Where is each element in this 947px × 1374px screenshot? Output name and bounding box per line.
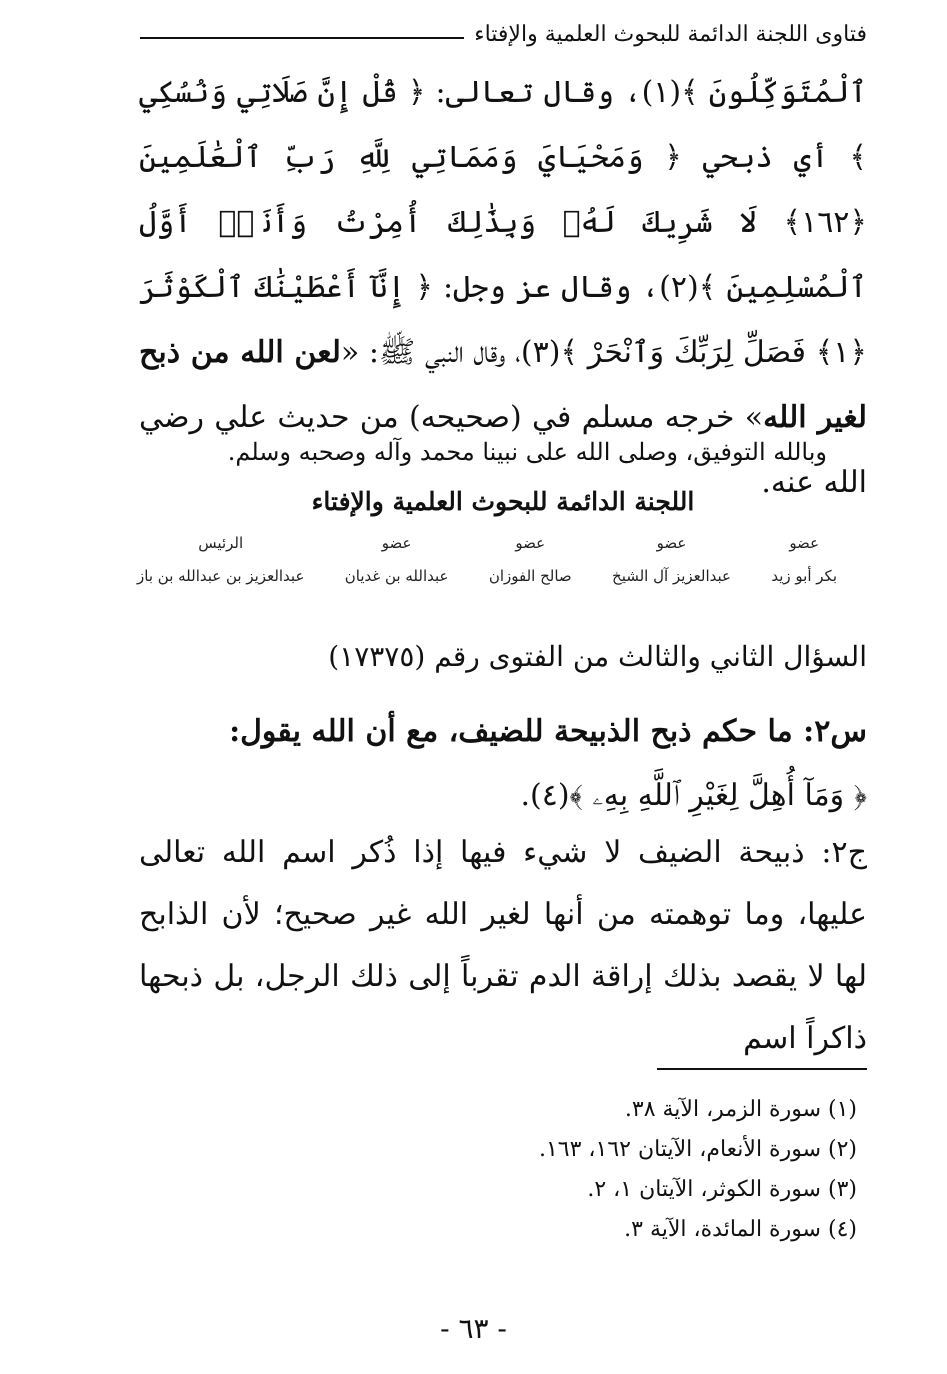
signatory-name: عبدالعزيز بن عبدالله بن باز	[137, 567, 305, 585]
signatory-name: عبدالله بن غديان	[344, 567, 449, 585]
hadith-text: لعن الله من ذبح لغير الله	[139, 335, 867, 435]
signatory-role: عضو	[381, 534, 412, 552]
header-title: فتاوى اللجنة الدائمة للبحوث العلمية والإفتاء	[474, 21, 867, 47]
signatory-role: الرئيس	[198, 534, 244, 552]
signatory-name: عبدالعزيز آل الشيخ	[612, 567, 731, 585]
signatory-name: بكر أبو زيد	[771, 567, 837, 585]
signatory	[771, 530, 837, 596]
committee-title: اللجنة الدائمة للبحوث العلمية والإفتاء	[311, 487, 695, 516]
closing-line: وبالله التوفيق، وصلى الله على نبينا محمد وآله وصحبه وسلم.	[227, 438, 827, 466]
header-rule	[140, 37, 464, 39]
paragraph-text: ٱلْمُتَوَكِّلُونَ ﴾(١)، وقال تعالى: ﴿ قُلْ إِنَّ صَلَاتِي وَنُسُكِي ﴾ أي ذبحي ﴿ وَمَحْيَايَ وَمَمَاتِي لِلَّهِ رَبِّ ٱلْعَٰلَمِينَ ﴿١٦٢﴾ لَا شَرِيكَ لَهُۥ وَبِذَٰلِكَ أُمِرْتُ وَأَنَا۠ أَوَّلُ ٱلْمُسْلِمِينَ ﴾(٢)، وقال عز وجل: ﴿ إِنَّآ أَعْطَيْنَٰكَ ٱلْكَوْثَرَ ﴿١﴾ فَصَلِّ لِرَبِّكَ وَٱنْحَرْ ﴾(٣)، وقال النبي ﷺ: «	[139, 75, 867, 370]
question-reference: السؤال الثاني والثالث من الفتوى رقم (١٧٣٧٥)	[328, 640, 867, 673]
signatory-role: عضو	[789, 534, 820, 552]
footnote: (٤) سورة المائدة، الآية ٣.	[624, 1217, 857, 1242]
signatory-name: صالح الفوزان	[488, 567, 572, 585]
page-number: - ٦٣ -	[440, 1312, 507, 1345]
running-header	[140, 14, 867, 54]
footnote: (٣) سورة الكوثر، الآيتان ١، ٢.	[587, 1177, 857, 1202]
footnote-divider	[657, 1068, 867, 1070]
answer-paragraph: ج٢: ذبيحة الضيف لا شيء فيها إذا ذُكر اسم الله تعالى عليها، وما توهمته من أنها لغير الله غير صحيح؛ لأن الذابح لها لا يقصد بذلك إراقة الدم تقرباً إلى ذلك الرجل، بل ذبحها ذاكراً اسم	[139, 835, 867, 1056]
signatory	[489, 530, 572, 596]
signatory-role: عضو	[515, 534, 546, 552]
signatories	[137, 530, 837, 596]
question-verse: ﴿ وَمَآ أُهِلَّ لِغَيْرِ ٱللَّهِ بِهِۦ ﴾(٤).	[520, 778, 867, 813]
footnotes	[157, 1090, 857, 1250]
signatory-role: عضو	[656, 534, 687, 552]
question-label: س٢: ما حكم ذبح الذبيحة للضيف، مع أن الله يقول:	[229, 714, 867, 749]
footnote: (١) سورة الزمر، الآية ٣٨.	[624, 1097, 857, 1122]
footnote: (٢) سورة الأنعام، الآيتان ١٦٢، ١٦٣.	[538, 1137, 857, 1162]
signatory	[345, 530, 449, 596]
paragraph-end: » خرجه مسلم في (صحيحه) من حديث علي رضي الله عنه.	[139, 400, 867, 500]
signatory	[612, 530, 731, 596]
question-block	[139, 700, 867, 828]
signatory	[137, 530, 304, 596]
